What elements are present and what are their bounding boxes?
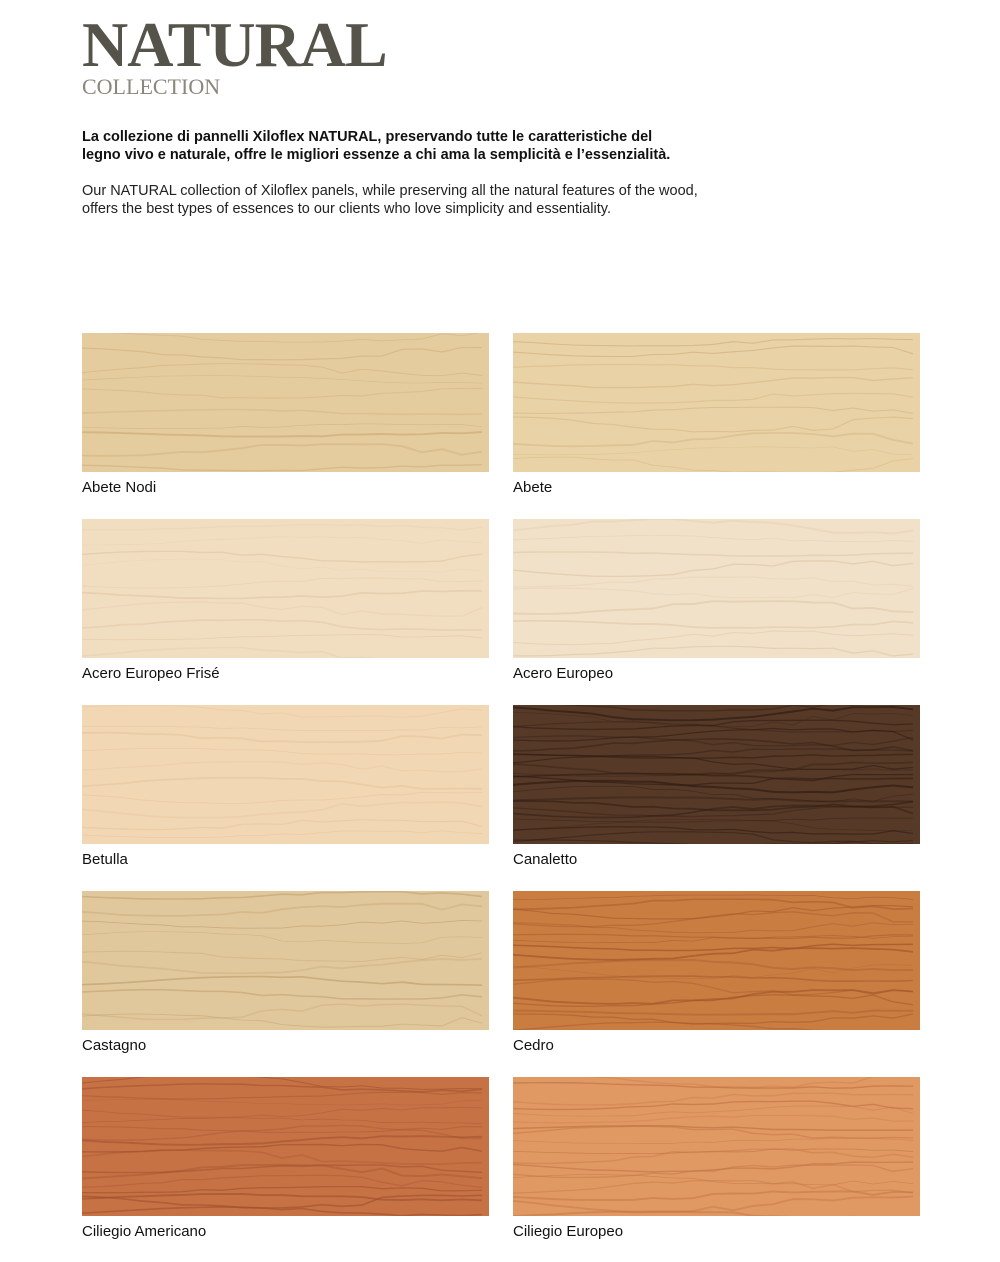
- wood-swatch: [82, 891, 489, 1030]
- intro-italian-line1: La collezione di pannelli Xiloflex NATURAL, preservando tutte le caratteristiche del: [82, 129, 653, 145]
- wood-swatch: [82, 519, 489, 658]
- collection-header: [82, 9, 387, 99]
- wood-card: [513, 519, 920, 683]
- wood-swatch: [513, 891, 920, 1030]
- wood-card: [513, 891, 920, 1055]
- intro-text: [82, 128, 722, 218]
- wood-swatch: [82, 333, 489, 472]
- wood-label: Ciliegio Americano: [82, 1223, 207, 1240]
- wood-card: [82, 519, 489, 683]
- intro-english-line1: Our NATURAL collection of Xiloflex panels, while preserving all the natural features of the wood,: [82, 183, 698, 199]
- wood-swatch: [513, 705, 920, 844]
- wood-label: Canaletto: [513, 851, 578, 868]
- wood-card: [513, 705, 920, 869]
- wood-label: Acero Europeo: [513, 665, 614, 682]
- wood-card: [82, 891, 489, 1055]
- wood-swatch: [513, 333, 920, 472]
- collection-subtitle: COLLECTION: [82, 74, 221, 99]
- wood-card: [82, 705, 489, 869]
- wood-label: Ciliegio Europeo: [513, 1223, 624, 1240]
- wood-swatch: [513, 519, 920, 658]
- wood-card: [82, 333, 489, 497]
- wood-swatch: [82, 1077, 489, 1216]
- wood-label: Abete Nodi: [82, 479, 157, 496]
- wood-label: Castagno: [82, 1037, 147, 1054]
- intro-english: [82, 182, 722, 218]
- intro-italian: [82, 128, 722, 164]
- intro-italian-line2: legno vivo e naturale, offre le migliori essenze a chi ama la semplicità e l’essenzialità.: [82, 147, 671, 163]
- wood-card: [513, 1077, 920, 1241]
- wood-card: [82, 1077, 489, 1241]
- wood-swatch: [82, 705, 489, 844]
- wood-label: Betulla: [82, 851, 128, 868]
- wood-swatch-grid: [82, 333, 920, 1241]
- wood-label: Acero Europeo Frisé: [82, 665, 220, 682]
- wood-label: Abete: [513, 479, 553, 496]
- wood-swatch: [513, 1077, 920, 1216]
- wood-label: Cedro: [513, 1037, 554, 1054]
- collection-title: NATURAL: [82, 9, 387, 80]
- wood-card: [513, 333, 920, 497]
- intro-english-line2: offers the best types of essences to our clients who love simplicity and essentiality.: [82, 201, 611, 217]
